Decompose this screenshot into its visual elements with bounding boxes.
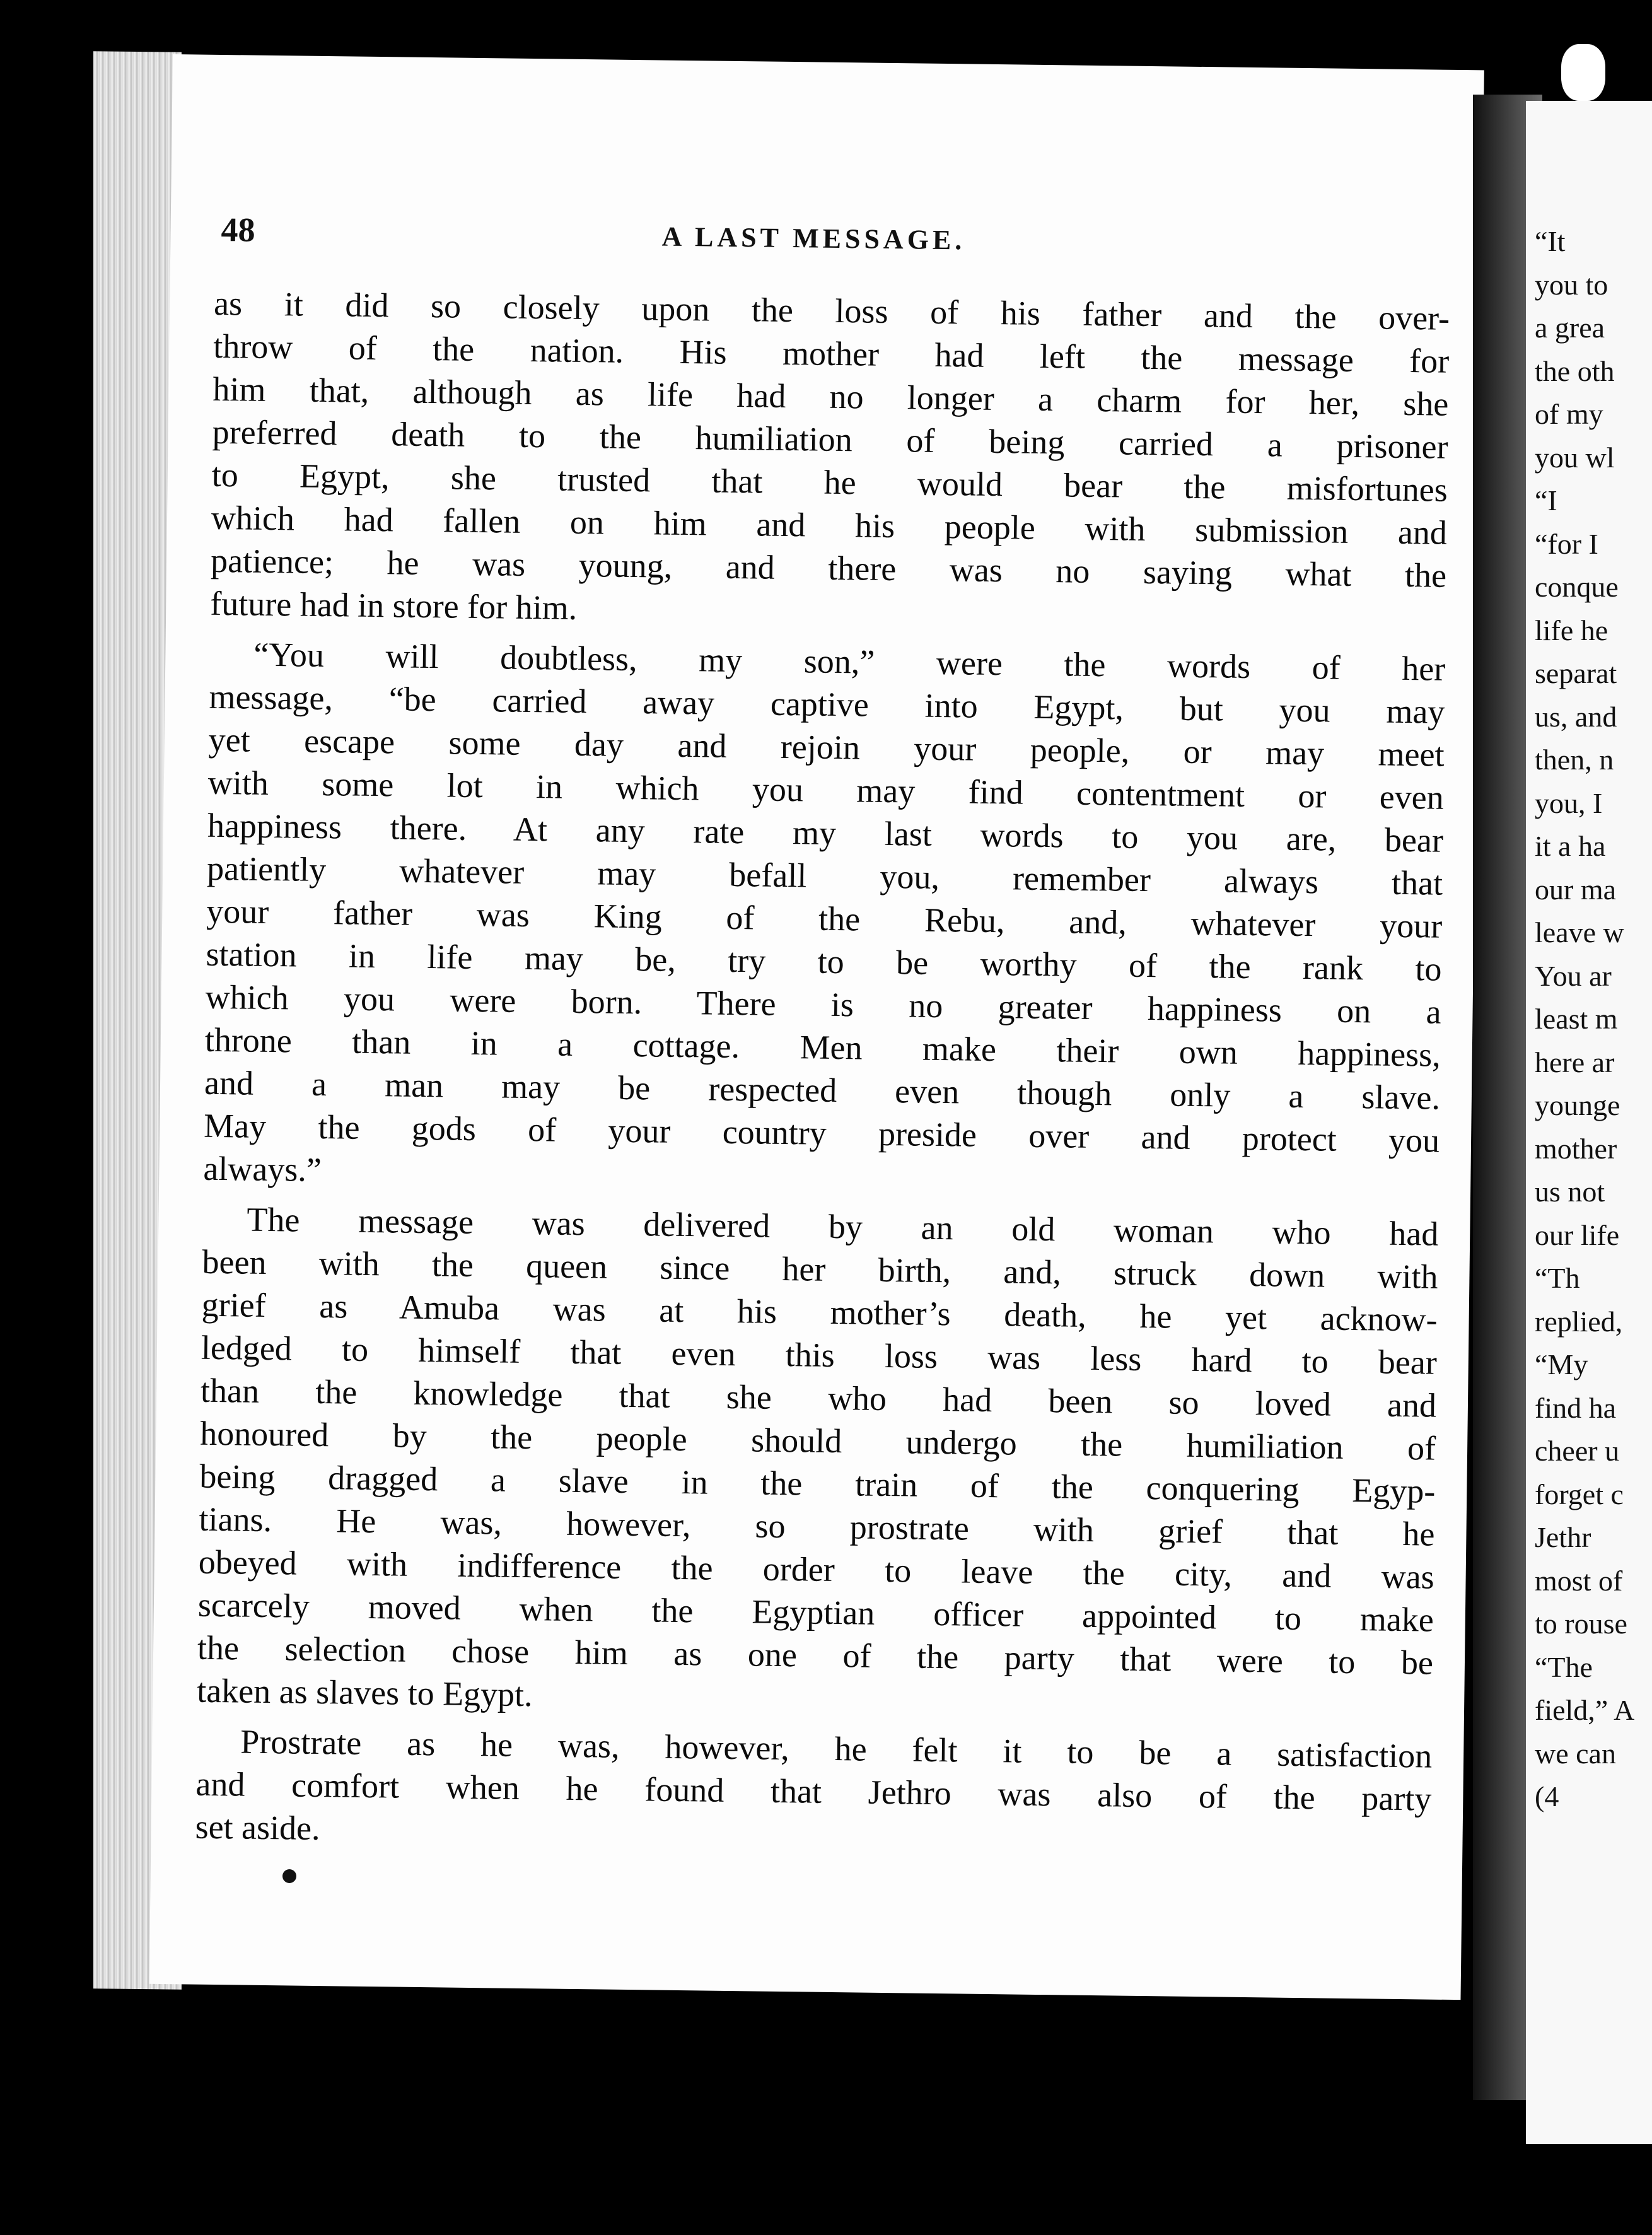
text-line: the selection chose him as one of the party that were to be (197, 1628, 1434, 1682)
facing-page-fragment: you to (1535, 268, 1608, 301)
facing-page-fragment: it a ha (1535, 830, 1606, 862)
text-line: with some lot in which you may find contentment or even (207, 763, 1445, 817)
text-line: and a man may be respected even though only a slave. (204, 1063, 1441, 1117)
text-line: being dragged a slave in the train of the conquering Egyp- (199, 1457, 1436, 1510)
running-title: A LAST MESSAGE. (661, 221, 966, 256)
page-number: 48 (221, 210, 255, 249)
facing-page-fragment: you, I (1535, 786, 1603, 819)
facing-page-fragment: conque (1535, 571, 1619, 603)
facing-page-fragment: “for I (1535, 527, 1598, 560)
text-line: taken as slaves to Egypt. (196, 1671, 533, 1714)
facing-page-fragment: cheer u (1535, 1435, 1620, 1467)
facing-page-fragment: the oth (1535, 354, 1615, 387)
facing-page-fragment: younge (1535, 1089, 1620, 1121)
facing-page-fragment: a grea (1535, 312, 1605, 344)
facing-page-fragment: Jethr (1535, 1521, 1591, 1553)
facing-page-fragment: our life (1535, 1218, 1620, 1251)
facing-page-fragment: mother (1535, 1132, 1617, 1165)
text-line: which had fallen on him and his people with submission and (211, 498, 1448, 552)
text-line: “You will doubtless, my son,” were the words of her (253, 635, 1446, 688)
facing-page-fragment: “Th (1535, 1262, 1580, 1294)
text-line: throne than in a cottage. Men make their own happiness, (204, 1020, 1441, 1074)
facing-page-fragment: life he (1535, 614, 1608, 646)
text-line: him that, although as life had no longer a charm for her, she (212, 370, 1449, 423)
facing-page-fragment: (4 (1535, 1780, 1559, 1812)
facing-page-fragment: of my (1535, 398, 1603, 430)
running-head (221, 210, 1407, 269)
facing-page-fragment: find ha (1535, 1391, 1617, 1424)
facing-page-fragment: least m (1535, 1003, 1618, 1035)
text-line: your father was King of the Rebu, and, whatever your (206, 892, 1443, 945)
facing-page-fragment: separat (1535, 657, 1617, 689)
facing-page-fragment: field,” A (1535, 1694, 1635, 1726)
body-text (195, 282, 1450, 1864)
text-line: The message was delivered by an old woman who had (247, 1200, 1439, 1253)
text-line: to Egypt, she trusted that he would bear the misfortunes (211, 455, 1448, 509)
facing-page-fragment: to rouse (1535, 1608, 1627, 1640)
facing-page-fragment: you wl (1535, 441, 1615, 474)
text-line: honoured by the people should undergo the humiliation of (199, 1414, 1436, 1468)
text-line: preferred death to the humiliation of being carried a prisoner (212, 412, 1448, 466)
facing-page-fragment: here ar (1535, 1046, 1615, 1078)
paragraph (195, 1720, 1432, 1864)
text-line: station in life may be, try to be worthy of the rank to (206, 935, 1442, 988)
text-line: tians. He was, however, so prostrate with grief that he (199, 1500, 1435, 1553)
facing-page-fragment: then, n (1535, 744, 1614, 776)
text-line: as it did so closely upon the loss of his father and the over- (213, 284, 1450, 337)
facing-page-fragment: “The (1535, 1650, 1593, 1683)
facing-page (1526, 101, 1652, 2144)
text-line: Prostrate as he was, however, he felt it to be a satisfaction (240, 1722, 1433, 1775)
paragraph (210, 282, 1450, 640)
text-line: been with the queen since her birth, and, struck down with (202, 1242, 1438, 1296)
paragraph (203, 633, 1446, 1205)
text-line: future had in store for him. (209, 584, 578, 627)
facing-page-fragment: “My (1535, 1348, 1588, 1380)
facing-page-fragment: leave w (1535, 916, 1624, 948)
text-line: and comfort when he found that Jethro was also of the party (195, 1765, 1432, 1818)
facing-page-fragment: “It (1535, 225, 1566, 257)
facing-page-fragment: “I (1535, 484, 1557, 516)
text-line: patience; he was young, and there was no saying what the (210, 541, 1447, 595)
paragraph (197, 1198, 1439, 1727)
text-line: set aside. (195, 1807, 320, 1848)
facing-page-fragment: You ar (1535, 959, 1612, 992)
corner-blot (1561, 44, 1605, 101)
text-line: which you were born. There is no greater happiness on a (205, 977, 1441, 1031)
text-line: message, “be carried away captive into Egypt, but you may (209, 677, 1445, 731)
text-line: always.” (203, 1149, 322, 1189)
text-line: patiently whatever may befall you, remember always that (206, 849, 1443, 902)
facing-page-fragment: replied, (1535, 1305, 1623, 1338)
facing-page-fragment: our ma (1535, 873, 1617, 906)
text-line: than the knowledge that she who had been so loved and (200, 1371, 1437, 1425)
facing-page-fragment: forget c (1535, 1478, 1624, 1510)
text-line: obeyed with indifference the order to leave the city, and was (198, 1543, 1435, 1596)
text-line: throw of the nation. His mother had left the message for (212, 327, 1450, 380)
facing-page-fragment: most of (1535, 1564, 1623, 1597)
text-line: scarcely moved when the Egyptian officer appointed to make (197, 1585, 1434, 1639)
text-line: May the gods of your country preside over and protect you (203, 1106, 1440, 1160)
book-page (149, 54, 1484, 2000)
text-line: happiness there. At any rate my last words to you are, bear (207, 806, 1444, 860)
text-line: grief as Amuba was at his mother’s death, he yet acknow- (201, 1285, 1438, 1339)
facing-page-fragment: we can (1535, 1737, 1616, 1770)
facing-page-fragment: us not (1535, 1176, 1605, 1208)
text-line: ledged to himself that even this loss was less hard to bear (201, 1328, 1438, 1382)
facing-page-fragment: us, and (1535, 700, 1617, 733)
text-line: yet escape some day and rejoin your people, or may meet (208, 720, 1445, 774)
ink-dot (282, 1869, 296, 1883)
